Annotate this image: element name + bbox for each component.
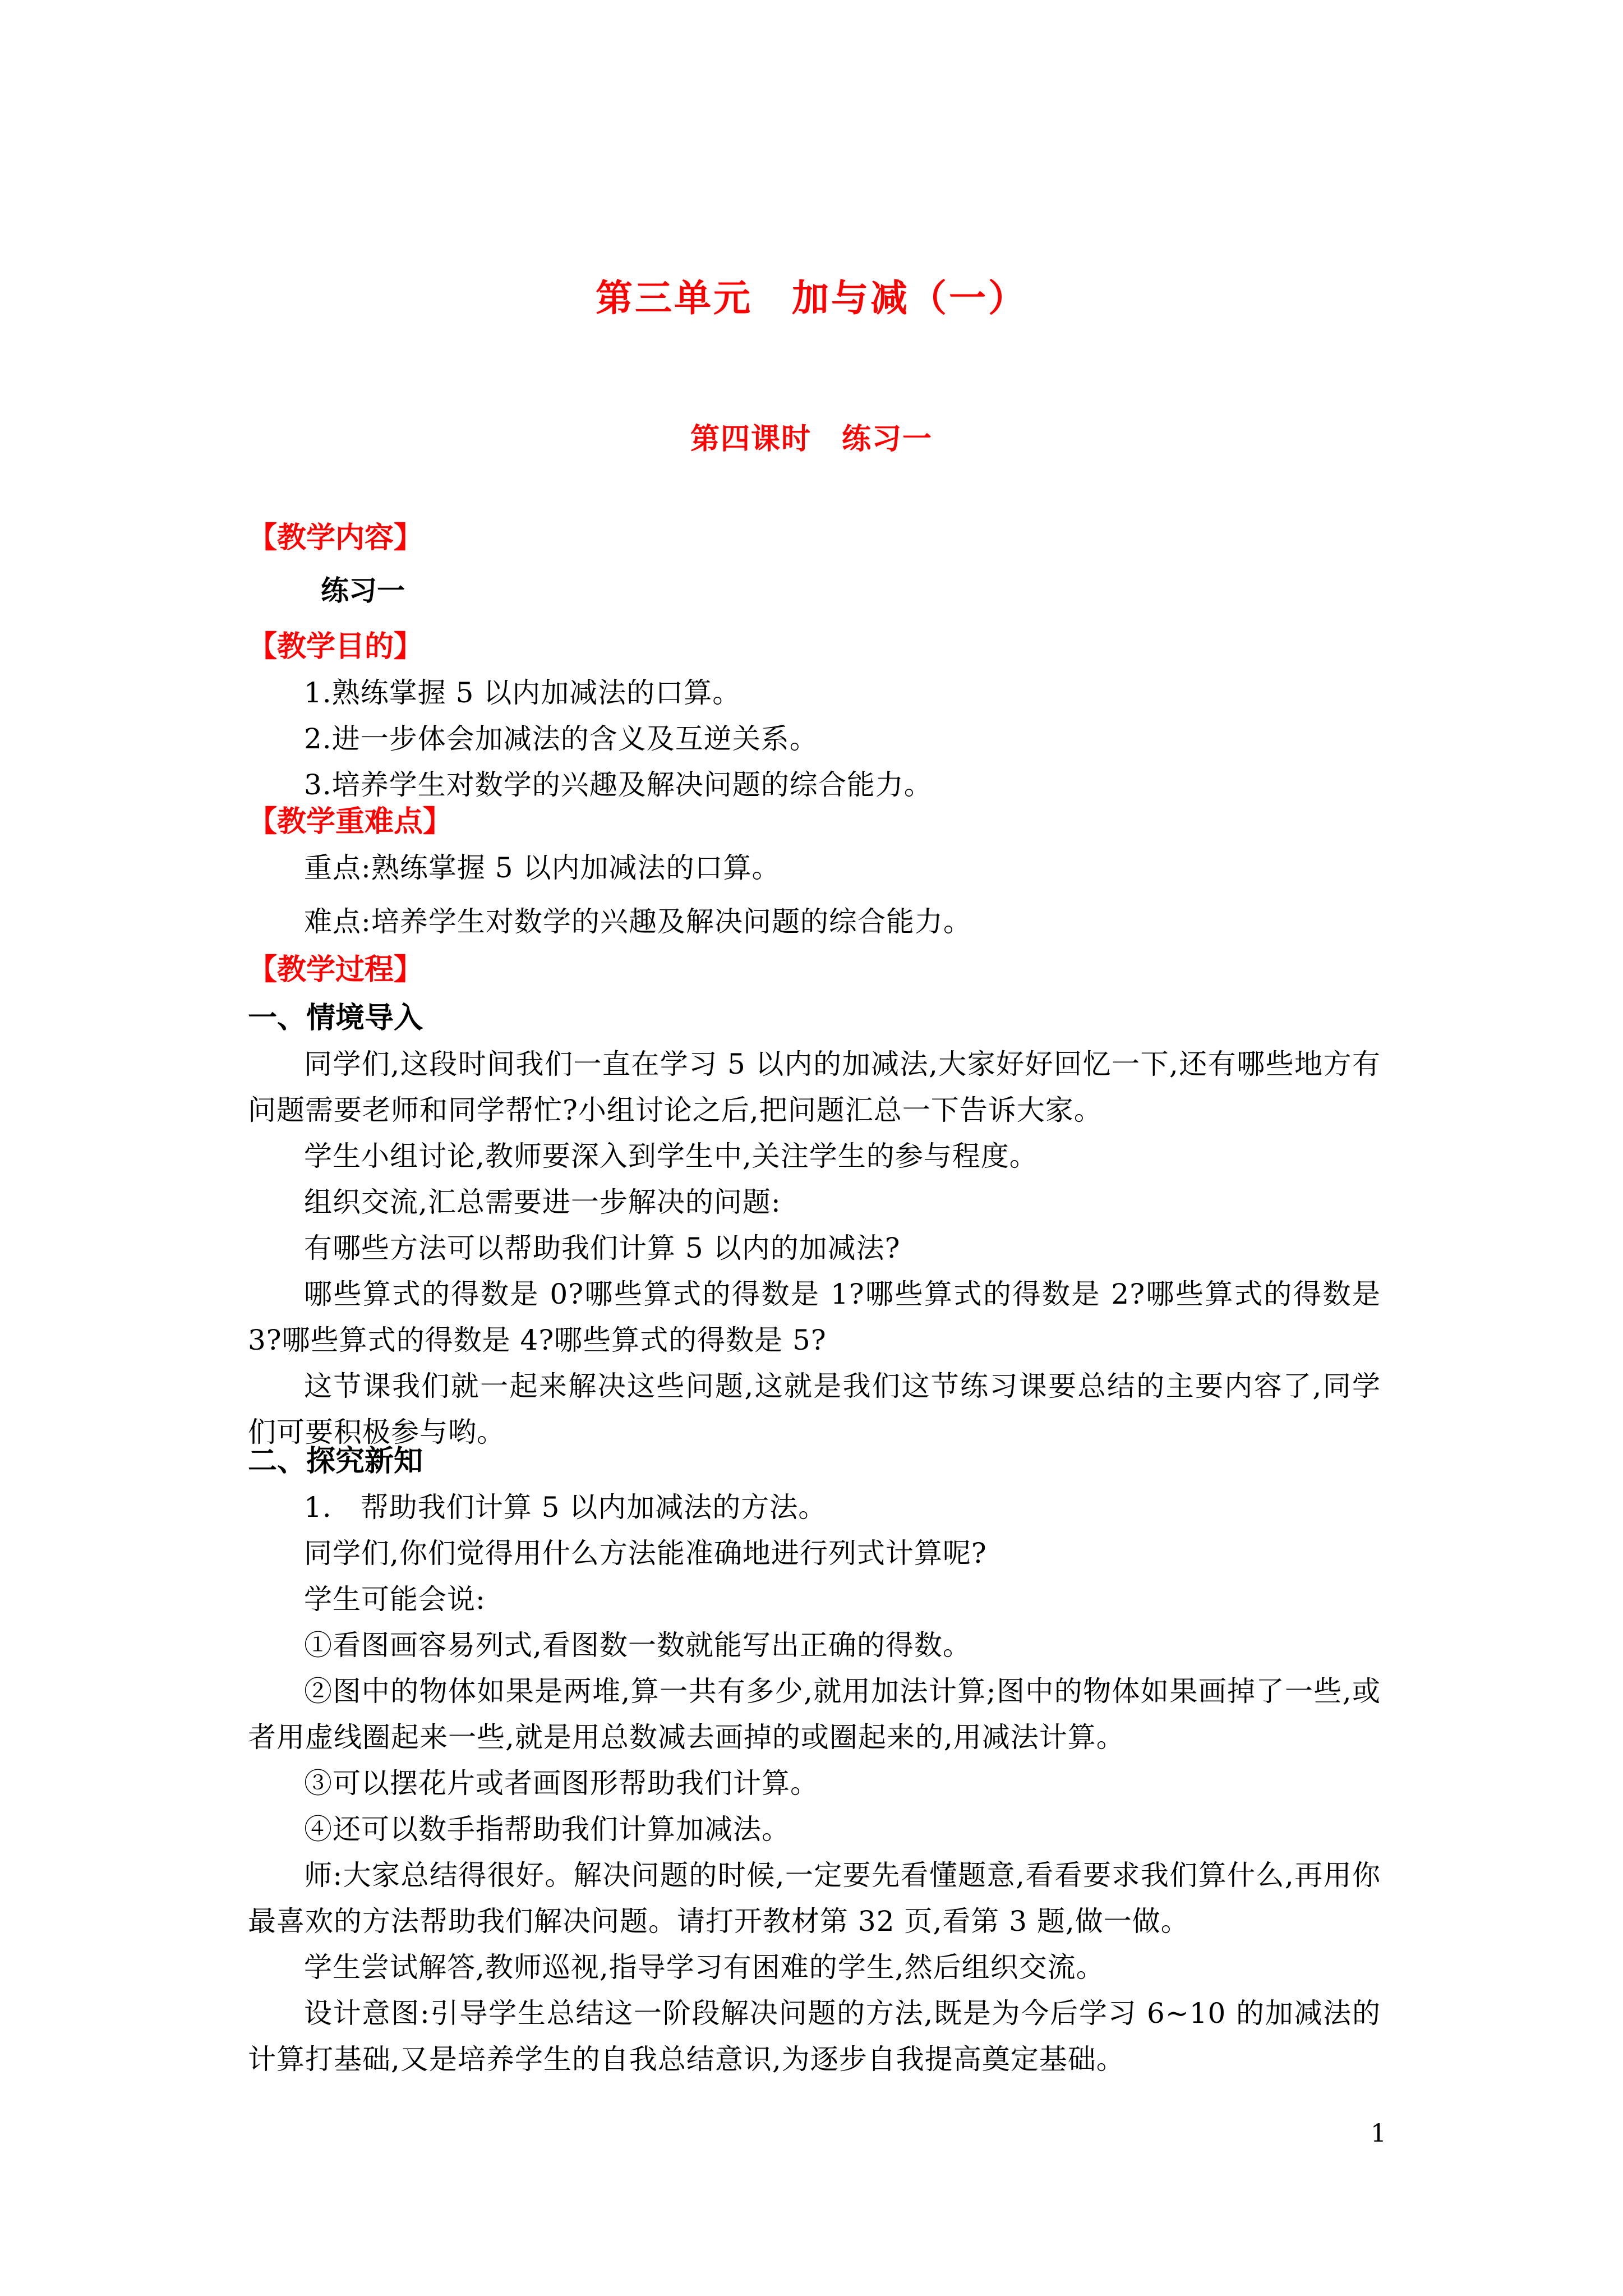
part2-paragraph: ④还可以数手指帮助我们计算加减法。 bbox=[304, 1813, 790, 1846]
key-points-heading: 【教学重难点】 bbox=[248, 804, 453, 839]
page-number: 1 bbox=[1371, 2119, 1386, 2148]
part2-heading: 二、探究新知 bbox=[248, 1444, 423, 1478]
part2-paragraph: ①看图画容易列式,看图数一数就能写出正确的得数。 bbox=[304, 1629, 971, 1662]
teaching-content-heading: 【教学内容】 bbox=[248, 521, 423, 555]
lesson-subtitle: 第四课时 练习一 bbox=[690, 422, 933, 456]
part1-paragraph: 这节课我们就一起来解决这些问题,这就是我们这节练习课要总结的主要内容了,同学们可要积极参与哟。 bbox=[248, 1370, 1381, 1448]
teaching-process-section bbox=[248, 947, 1381, 1455]
part2-paragraph: 设计意图:引导学生总结这一阶段解决问题的方法,既是为今后学习 6~10 的加减法的计算打基础,又是培养学生的自我总结意识,为逐步自我提高奠定基础。 bbox=[248, 1997, 1381, 2076]
goal-item: 3.培养学生对数学的兴趣及解决问题的综合能力。 bbox=[304, 769, 933, 801]
teaching-content-text: 练习一 bbox=[321, 574, 405, 607]
part1-paragraph: 有哪些方法可以帮助我们计算 5 以内的加减法? bbox=[304, 1232, 901, 1264]
part2-paragraph: ②图中的物体如果是两堆,算一共有多少,就用加法计算;图中的物体如果画掉了一些,或者用虚线圈起来一些,就是用总数减去画掉的或圈起来的,用减法计算。 bbox=[248, 1675, 1381, 1754]
teaching-content-section bbox=[248, 515, 1381, 614]
goal-item: 1.熟练掌握 5 以内加减法的口算。 bbox=[304, 677, 741, 709]
part2-section bbox=[248, 1438, 1381, 2082]
unit-title: 第三单元 加与减（一） bbox=[596, 276, 1027, 320]
part2-paragraph: 学生尝试解答,教师巡视,指导学习有困难的学生,然后组织交流。 bbox=[304, 1951, 1105, 1984]
part1-paragraph: 组织交流,汇总需要进一步解决的问题: bbox=[304, 1186, 781, 1218]
key-points-section bbox=[248, 799, 1381, 945]
part2-paragraph: 学生可能会说: bbox=[304, 1583, 486, 1616]
goal-item: 2.进一步体会加减法的含义及互逆关系。 bbox=[304, 723, 818, 755]
part2-paragraph: ③可以摆花片或者画图形帮助我们计算。 bbox=[304, 1767, 819, 1800]
part1-paragraph: 同学们,这段时间我们一直在学习 5 以内的加减法,大家好好回忆一下,还有哪些地方有问题需要老师和同学帮忙?小组讨论之后,把问题汇总一下告诉大家。 bbox=[248, 1048, 1381, 1126]
part1-paragraph: 学生小组讨论,教师要深入到学生中,关注学生的参与程度。 bbox=[304, 1140, 1038, 1172]
part2-paragraph: 师:大家总结得很好。解决问题的时候,一定要先看懂题意,看看要求我们算什么,再用你最喜欢的方法帮助我们解决问题。请打开教材第 32 页,看第 3 题,做一做。 bbox=[248, 1859, 1381, 1938]
difficult-point-item: 难点:培养学生对数学的兴趣及解决问题的综合能力。 bbox=[304, 905, 972, 938]
teaching-process-heading: 【教学过程】 bbox=[248, 953, 423, 987]
part1-heading: 一、情境导入 bbox=[248, 1001, 423, 1035]
teaching-goals-section bbox=[248, 624, 1381, 808]
teaching-goals-heading: 【教学目的】 bbox=[248, 629, 423, 664]
part2-paragraph: 同学们,你们觉得用什么方法能准确地进行列式计算呢? bbox=[304, 1537, 987, 1570]
part2-paragraph: 1. 帮助我们计算 5 以内加减法的方法。 bbox=[304, 1491, 827, 1524]
part1-paragraph: 哪些算式的得数是 0?哪些算式的得数是 1?哪些算式的得数是 2?哪些算式的得数是 3?哪些算式的得数是 4?哪些算式的得数是 5? bbox=[248, 1278, 1381, 1356]
key-point-item: 重点:熟练掌握 5 以内加减法的口算。 bbox=[304, 852, 781, 884]
